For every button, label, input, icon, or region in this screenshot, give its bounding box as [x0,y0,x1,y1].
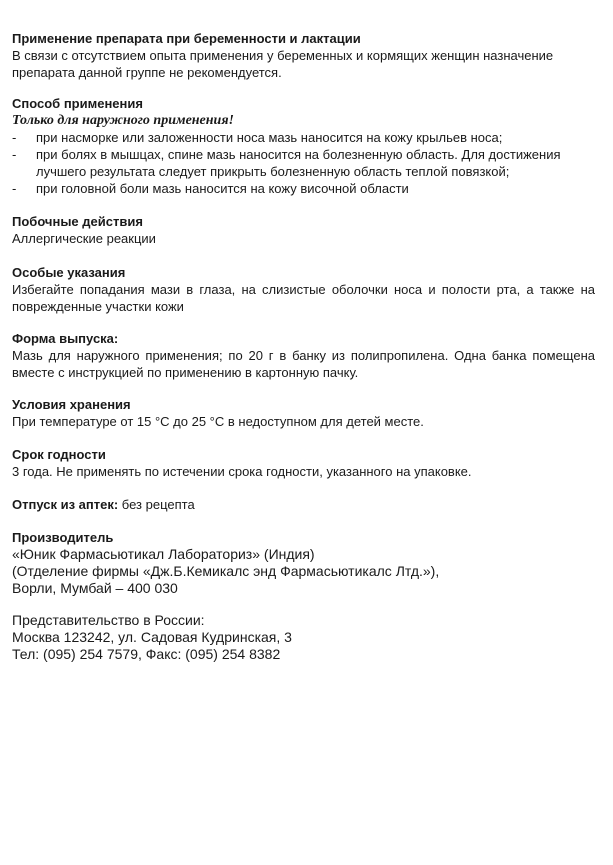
form-section [12,330,600,381]
pregnancy-heading: Применение препарата при беременности и лактации [12,31,361,46]
special-section [12,264,600,315]
usage-list [12,129,600,197]
special-heading: Особые указания [12,265,126,280]
shelf-life-section [12,446,600,480]
manufacturer-section [12,529,600,597]
pregnancy-section [12,30,600,81]
dispensing-value: без рецепта [121,497,195,512]
representative-address [12,612,600,663]
representative-line: Тел: (095) 254 7579, Факс: (095) 254 8382 [12,646,281,662]
bullet-marker: - [12,130,17,145]
bullet-marker: - [12,147,17,162]
storage-section [12,396,600,430]
storage-text: При температуре от 15 °С до 25 °С в недоступном для детей месте. [12,414,424,429]
usage-list-item [12,129,600,146]
shelf-life-heading: Срок годности [12,447,106,462]
form-heading: Форма выпуска: [12,331,119,346]
usage-list-item [12,180,600,197]
usage-section [12,95,600,197]
shelf-life-text: 3 года. Не применять по истечении срока годности, указанного на упаковке. [12,464,472,479]
manufacturer-line: Ворли, Мумбай – 400 030 [12,580,178,596]
storage-heading: Условия хранения [12,397,131,412]
usage-item-text: при насморке или заложенности носа мазь наносится на кожу крыльев носа; [36,130,503,145]
pregnancy-text: В связи с отсутствием опыта применения у беременных и кормящих женщин назначение препарата данной группе не рекомендуется. [12,48,554,80]
manufacturer-line: «Юник Фармасьютикал Лабораториз» (Индия) [12,546,315,562]
usage-item-text: при болях в мышцах, спине мазь наносится на болезненную область. Для достижения лучшего результата следует прикрыть болезненную область теплой повязкой; [36,147,561,179]
representative-line: Представительство в России: [12,612,205,628]
side-effects-section [12,213,600,247]
representative-line: Москва 123242, ул. Садовая Кудринская, 3 [12,629,292,645]
form-text: Мазь для наружного применения; по 20 г в банку из полипропилена. Одна банка помещена вместе с инструкцией по применению в картонную пачку. [12,348,595,380]
usage-subheading: Только для наружного применения! [12,113,234,128]
side-effects-text: Аллергические реакции [12,231,156,246]
dispensing-section [12,496,600,513]
usage-item-text: при головной боли мазь наносится на кожу височной области [36,181,409,196]
representative-section [12,612,600,663]
dispensing-label: Отпуск из аптек: [12,497,119,512]
side-effects-heading: Побочные действия [12,214,143,229]
manufacturer-line: (Отделение фирмы «Дж.Б.Кемикалс энд Фармасьютикалс Лтд.»), [12,563,440,579]
manufacturer-address [12,546,600,597]
usage-list-item [12,146,596,180]
dispensing-line [12,496,600,513]
usage-heading: Способ применения [12,96,143,111]
special-text: Избегайте попадания мази в глаза, на слизистые оболочки носа и полости рта, а также на поврежденные участки кожи [12,282,595,314]
bullet-marker: - [12,181,17,196]
manufacturer-heading: Производитель [12,530,114,545]
